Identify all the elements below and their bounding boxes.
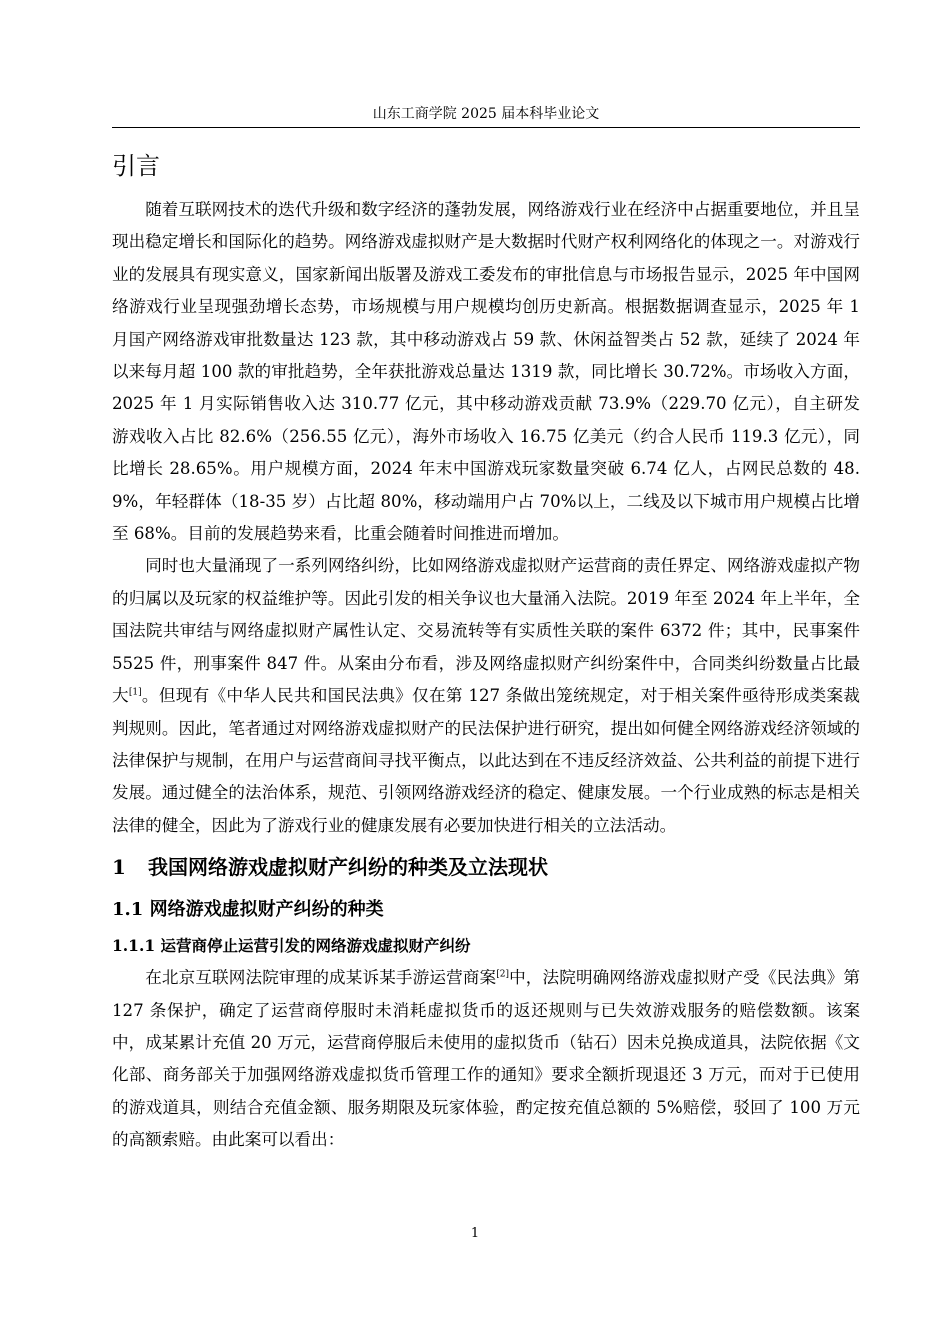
intro-paragraph-2-part-b: 。但现有《中华人民共和国民法典》仅在第 127 条做出笼统规定，对于相关案件亟待形成类案裁判规则。因此，笔者通过对网络游戏虚拟财产的民法保护进行研究，提出如何健全网络游戏经济领域的法律保护与规制，在用户与运营商间寻找平衡点，以此达到在不违反经济效益、公共利益的前提下进行发展。通过健全的法治体系，规范、引领网络游戏经济的稳定、健康发展。一个行业成熟的标志是相关法律的健全，因此为了游戏行业的健康发展有必要加快进行相关的立法活动。 (112, 686, 860, 835)
intro-paragraph-2-part-a: 同时也大量涌现了一系列网络纠纷，比如网络游戏虚拟财产运营商的责任界定、网络游戏虚拟产物的归属以及玩家的权益维护等。因此引发的相关争议也大量涌入法院。2019 年至 2024 年上半年，全国法院共审结与网络虚拟财产属性认定、交易流转等有实质性关联的案件 6372 件；其中，民事案件 5525 件，刑事案件 847 件。从案由分布看，涉及网络虚拟财产纠纷案件中，合同类纠纷数量占比最大 (112, 556, 860, 706)
section-1-1-1-paragraph (112, 962, 860, 1156)
intro-heading: 引言 (112, 152, 160, 180)
section-1-heading (112, 852, 860, 882)
section-1-title: 我国网络游戏虚拟财产纠纷的种类及立法现状 (148, 855, 548, 880)
section-1-number: 1 (112, 855, 126, 880)
section-1-1-heading: 1.1 网络游戏虚拟财产纠纷的种类 (112, 899, 384, 921)
intro-paragraph-2 (112, 550, 860, 842)
header-rule (112, 127, 860, 128)
citation-ref-2: [2] (496, 969, 509, 980)
page-body (112, 146, 860, 1157)
citation-ref-1: [1] (128, 687, 142, 698)
intro-paragraph-1: 随着互联网技术的迭代升级和数字经济的蓬勃发展，网络游戏行业在经济中占据重要地位，并且呈现出稳定增长和国际化的趋势。网络游戏虚拟财产是大数据时代财产权利网络化的体现之一。对游戏行业的发展具有现实意义，国家新闻出版署及游戏工委发布的审批信息与市场报告显示，2025 年中国网络游戏行业呈现强劲增长态势，市场规模与用户规模均创历史新高。根据数据调查显示，2025 年 1 月国产网络游戏审批数量达 123 款，其中移动游戏占 59 款、休闲益智类占 52 款，延续了 2024 年以来每月超 100 款的审批趋势，全年获批游戏总量达 1319 款，同比增长 30.72%。市场收入方面，2025 年 1 月实际销售收入达 310.77 亿元，其中移动游戏贡献 73.9%（229.70 亿元），自主研发游戏收入占比 82.6%（256.55 亿元），海外市场收入 16.75 亿美元（约合人民币 119.3 亿元），同比增长 28.65%。用户规模方面，2024 年末中国游戏玩家数量突破 6.74 亿人，占网民总数的 48.9%，年轻群体（18-35 岁）占比超 80%，移动端用户占 70%以上，二线及以下城市用户规模占比增至 68%。目前的发展趋势来看，比重会随着时间推进而增加。 (112, 200, 860, 544)
page-number: 1 (470, 1226, 480, 1241)
section-1-1-1-part-a: 在北京互联网法院审理的成某诉某手游运营商案 (145, 968, 497, 988)
section-1-1-1-heading: 1.1.1 运营商停止运营引发的网络游戏虚拟财产纠纷 (112, 936, 471, 956)
running-header: 山东工商学院 2025 届本科毕业论文 (372, 106, 600, 122)
section-1-1-1-part-b: 中，法院明确网络游戏虚拟财产受《民法典》第 127 条保护，确定了运营商停服时未消耗虚拟货币的返还规则与已失效游戏服务的赔偿数额。该案中，成某累计充值 20 万元，运营商停服后未使用的虚拟货币（钻石）因未兑换成道具，法院依据《文化部、商务部关于加强网络游戏虚拟货币管理工作的通知》要求全额折现退还 3 万元，而对于已使用的游戏道具，则结合充值金额、服务期限及玩家体验，酌定按充值总额的 5%赔偿，驳回了 100 万元的高额索赔。由此案可以看出： (112, 968, 860, 1150)
